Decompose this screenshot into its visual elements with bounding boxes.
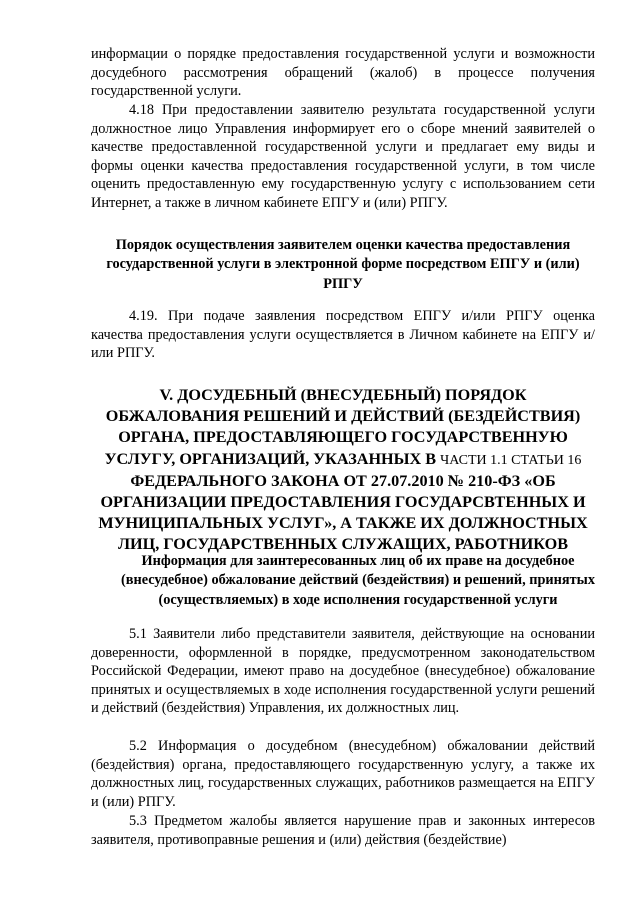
paragraph-5-3: 5.3 Предметом жалобы является нарушение прав и законных интересов заявителя, противоправные решения и (или) действия (бездействие): [91, 813, 595, 848]
paragraph-continued: информации о порядке предоставления государственной услуги и возможности досудебного рассмотрения обращений (жалоб) в процессе получения государственной услуги.: [91, 46, 595, 100]
paragraph-4-18: 4.18 При предоставлении заявителю результата государственной услуги должностное лицо Управления информирует его о сборе мнений заявителей о качестве предоставленной государственной услуги и предлагает ему виды и формы оценки качества предоставления государственной услуги, в том числе оценить предоставленную ему государственную услугу с использованием сети Интернет, а также в личном кабинете ЕПГУ и (или) РПГУ.: [91, 102, 595, 211]
section-v-heading-part2: ФЕДЕРАЛЬНОГО ЗАКОНА ОТ 27.07.2010 № 210-ФЗ «ОБ ОРГАНИЗАЦИИ ПРЕДОСТАВЛЕНИЯ ГОСУДАРСВТЕННЫХ И МУНИЦИПАЛЬНЫХ УСЛУГ», А ТАКЖЕ ИХ ДОЛЖНОСТНЫХ ЛИЦ, ГОСУДАРСТВЕННЫХ СЛУЖАЩИХ, РАБОТНИКОВ: [98, 471, 588, 554]
heading-information: Информация для заинтересованных лиц об их праве на досудебное (внесудебное) обжалование действий (бездействия) и решений, принятых (осуществляемых) в ходе исполнения государственной услуги: [121, 553, 595, 608]
paragraph-4-19: 4.19. При подаче заявления посредством ЕПГУ и/или РПГУ оценка качества предоставления услуги осуществляется в Личном кабинете на ЕПГУ и/или РПГУ.: [91, 308, 595, 362]
paragraph-5-2: 5.2 Информация о досудебном (внесудебном) обжаловании действий (бездействия) органа, предоставляющего государственную услугу, а также их должностных лиц, государственных служащих, работников размещается на ЕПГУ и (или) РПГУ.: [91, 738, 595, 810]
paragraph-5-1: 5.1 Заявители либо представители заявителя, действующие на основании доверенности, оформленной в порядке, предусмотренном законодательством Российской Федерации, имеют право на досудебное (внесудебное) обжалование принятых и осуществляемых в ходе исполнения государственной услуги решений и действий (бездействия) Управления, их должностных лиц.: [91, 626, 595, 717]
section-v-heading: [96, 385, 590, 556]
heading-assessment: Порядок осуществления заявителем оценки качества предоставления государственной услуги в электронной форме посредством ЕПГУ и (или) РПГУ: [106, 237, 580, 292]
section-v-heading-part1: V. ДОСУДЕБНЫЙ (ВНЕСУДЕБНЫЙ) ПОРЯДОК ОБЖАЛОВАНИЯ РЕШЕНИЙ И ДЕЙСТВИЙ (БЕЗДЕЙСТВИЯ) ОРГАНА, ПРЕДОСТАВЛЯЮЩЕГО ГОСУДАРСТВЕННУЮ УСЛУГУ, ОРГАНИЗАЦИЙ, УКАЗАННЫХ В: [104, 386, 581, 468]
section-v-heading-caps: ЧАСТИ 1.1 СТАТЬИ 16: [440, 452, 582, 468]
